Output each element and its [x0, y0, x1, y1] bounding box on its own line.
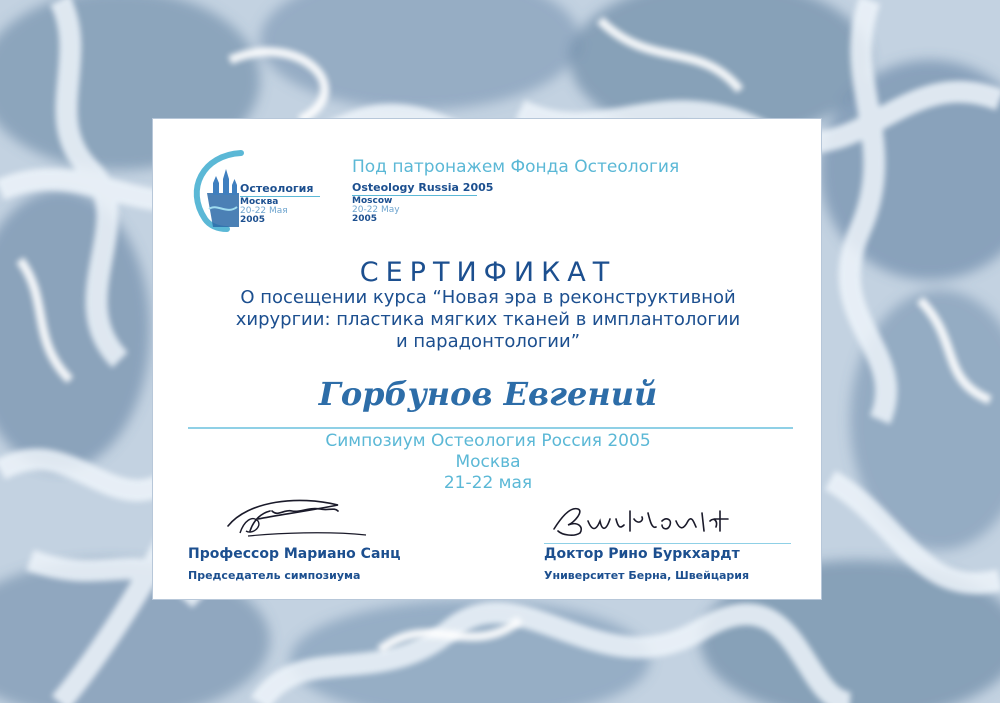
course-line: и парадонтологии”: [395, 331, 581, 352]
divider: [188, 427, 793, 429]
course-line: О посещении курса “Новая эра в реконструктивной: [240, 287, 736, 308]
english-event-date: 20-22 May: [352, 204, 400, 215]
logo-date: 20-22 Мая: [240, 205, 288, 216]
english-event-title: Osteology Russia 2005: [352, 181, 494, 194]
osteology-logo: [183, 149, 313, 239]
handwritten-signature-icon: [544, 491, 794, 546]
recipient-name: Горбунов Евгений: [318, 375, 658, 413]
chair-role: Председатель симпозиума: [188, 569, 361, 582]
course-line: хирургии: пластика мягких тканей в имплантологии: [235, 309, 741, 330]
english-event-info: [352, 181, 494, 225]
symposium-title: Симпозиум Остеология Россия 2005: [325, 431, 651, 451]
certificate-title: СЕРТИФИКАТ: [359, 257, 617, 288]
logo-title: Остеология: [240, 183, 320, 197]
handwritten-signature-icon: [188, 491, 368, 546]
symposium-city: Москва: [455, 452, 521, 472]
symposium-dates: 21-22 мая: [443, 473, 533, 493]
chair-name: Профессор Мариано Санц: [188, 546, 401, 562]
english-event-year: 2005: [352, 214, 378, 225]
certificate-card: [152, 118, 822, 600]
signature-line: [544, 543, 791, 544]
patronage-line: Под патронажем Фонда Остеология: [352, 157, 680, 177]
logo-year: 2005: [240, 215, 266, 226]
english-event-city: Moscow: [352, 195, 393, 206]
logo-city: Москва: [240, 196, 279, 207]
symposium-info: [153, 431, 823, 494]
speaker-name: Доктор Рино Буркхардт: [544, 546, 740, 562]
speaker-role: Университет Берна, Швейцария: [544, 569, 750, 582]
course-description: [203, 287, 773, 353]
